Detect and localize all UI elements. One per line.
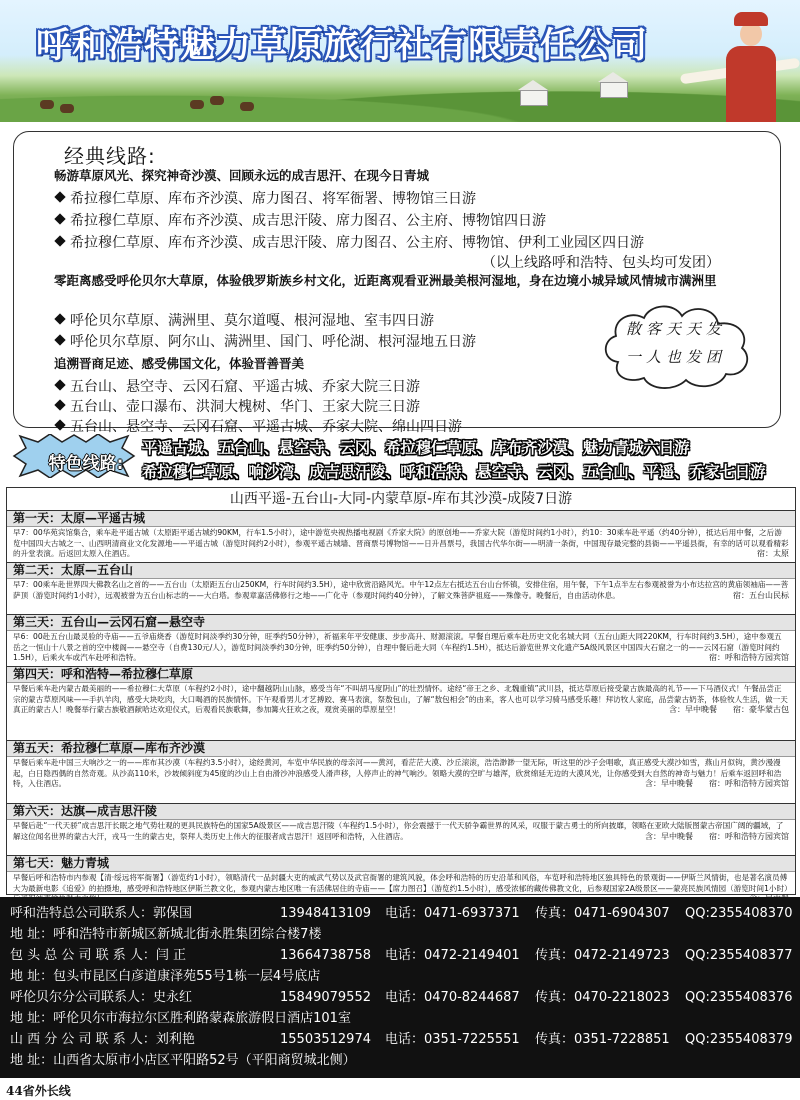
- diamond-bullet-icon: [54, 191, 65, 202]
- itinerary-day: [7, 563, 795, 615]
- contact-fax: 传真：0472-2149723: [535, 948, 670, 963]
- day-heading: 第六天：达旗—成吉思汗陵: [7, 804, 795, 820]
- day-heading: 第五天：希拉穆仁草原—库布齐沙漠: [7, 741, 795, 757]
- horse-icon: [60, 104, 74, 113]
- route-item: 五台山、悬空寺、云冈石窟、平遥古城、乔家大院、绵山四日游: [54, 416, 462, 436]
- day-description: 早餐后赴“一代天骄”成吉思汗长眠之地气势壮观的更具民族特色的国家5A级景区——成吉思汗陵（车程约1.5小时），你会震撼于一代天骄争霸世界的风采，叹服于蒙古勇士的所向披靡，领略在亚欧大陆版图蒙古帝国广阔的疆域，了解这位闻名世界的蒙古大汗，戎马一生的蒙古史，祭拜人类历史上伟大的征服者成吉思汗！返回呼和浩特，入住酒店。 含：早中晚餐 宿：呼和浩特方园宾馆: [13, 821, 789, 841]
- diamond-bullet-icon: [54, 213, 65, 224]
- contact-row: [10, 903, 800, 924]
- contact-phone: 电话：0351-7225551: [385, 1032, 520, 1047]
- contact-row: [10, 945, 800, 966]
- featured-routes: [0, 428, 800, 486]
- day-heading: 第一天：太原—平遥古城: [7, 511, 795, 527]
- diamond-bullet-icon: [54, 313, 65, 324]
- featured-badge: [12, 434, 136, 478]
- route-item: 呼伦贝尔草原、满洲里、莫尔道嘎、根河湿地、室韦四日游: [54, 310, 434, 330]
- diamond-bullet-icon: [54, 399, 65, 410]
- route-item: 希拉穆仁草原、库布齐沙漠、成吉思汗陵、席力图召、公主府、博物馆四日游: [54, 210, 546, 230]
- contact-row: [10, 1029, 800, 1050]
- day-description: 早6：00赴五台山最灵验的寺庙——五爷庙烧香（游览时间淡季约30分钟，旺季约50分钟），祈福来年平安健康、步步高升、财源滚滚。早餐自理后乘车赴历史文化名城大同（五台山距大同220KM，行车时间约3.5H），途中参观五岳之一恒山十八景之首的空中楼阁——悬空寺（自费130元/人），游览时间淡季约30分钟，旺季约50分钟），自理中餐后赴大同（车程约1.5H），抵达后游览世界文化遗产5A级风景区中国四大石窟之一的——云冈石窟（游览时间约1.5H），后乘火车或汽车赴呼和浩特。 宿：呼和浩特方园宾馆: [13, 632, 789, 663]
- yurt-icon: [600, 72, 628, 98]
- contact-address: 地 址：呼伦贝尔市海拉尔区胜利路蒙森旅游假日酒店101室: [10, 1011, 351, 1026]
- day-heading: 第四天：呼和浩特—希拉穆仁草原: [7, 667, 795, 683]
- contact-address: 地 址：呼和浩特市新城区新城北街永胜集团综合楼7楼: [10, 927, 322, 942]
- company-title: 呼和浩特魅力草原旅行社有限责任公司: [36, 26, 649, 66]
- itinerary-day: [7, 804, 795, 856]
- day-description: 早7：00华苑宾馆集合，乘车赴平遥古城（太原距平遥古城约90KM，行车1.5小时），途中游览央视热播电视剧《乔家大院》的原创地——乔家大院（游览时间约1小时），约10：30乘车赴平遥（约40分钟），抵达后用中餐，之后游览中国四大古城之一、山西明清商业文化发源地——平遥古城（游览时间约2小时），参观平遥古城墙、晋商票号博物馆——日升昌票号，我国古代华尔街——明清一条街，中国现存最完整的县衙——平遥县衙，有幸的话可以观看精彩的升堂表演。后返回太原入住酒店。 宿：太原: [13, 528, 789, 559]
- route-group-intro: 追溯晋商足迹、感受佛国文化，体验晋善晋美: [54, 356, 305, 371]
- contact-qq: QQ:2355408376: [685, 990, 793, 1005]
- route-item: 呼伦贝尔草原、阿尔山、满洲里、国门、呼伦湖、根河湿地五日游: [54, 331, 476, 351]
- day-stay: 宿：呼和浩特方园宾馆: [709, 653, 789, 663]
- itinerary-day: [7, 511, 795, 563]
- day-stay: 含：早中晚餐 宿：呼和浩特方园宾馆: [645, 831, 789, 841]
- contact-qq: QQ:2355408370: [685, 906, 793, 921]
- horse-icon: [210, 96, 224, 105]
- mongolian-woman-illustration: [720, 10, 782, 122]
- contact-person: 呼和浩特总公司联系人：郭保国: [10, 906, 193, 921]
- itinerary-day: [7, 615, 795, 667]
- contact-phone: 电话：0470-8244687: [385, 990, 520, 1005]
- contact-fax: 传真：0471-6904307: [535, 906, 670, 921]
- day-description: 早餐后呼和浩特市内参观【清·绥远将军衙署】（游览约1小时），领略清代一品封疆大吏的威武气势以及武官衙署的建筑风貌，体会呼和浩特的历史沿革和风俗，车览呼和浩特地区独具特色的景观街——伊斯兰风情街，也是著名演员傅大为最新电影《追爱》的拍摄地，感受呼和浩特地区伊斯兰教文化，参观内蒙古地区唯一有活佛居住的寺庙——【席力图召】（游览约1.5小时），感受浓郁的藏传佛教文化，后参观国家2A级景区——蒙亮民族风情园（游览时间1小时）: [7, 872, 795, 918]
- route-item: 五台山、壶口瀑布、洪洞大槐树、华门、王家大院三日游: [54, 396, 420, 416]
- featured-line: 希拉穆仁草原、响沙湾、成吉思汗陵、呼和浩特、悬空寺、云冈、五台山、平遥、乔家七日游: [142, 463, 766, 481]
- contact-address: 地 址：山西省太原市小店区平阳路52号（平阳商贸城北侧）: [10, 1053, 356, 1068]
- header-banner: [0, 0, 800, 122]
- diamond-bullet-icon: [54, 334, 65, 345]
- contact-fax: 传真：0470-2218023: [535, 990, 670, 1005]
- cloud-badge: [598, 300, 754, 390]
- contact-mobile: 13948413109: [280, 906, 371, 921]
- day-stay: 含：早中晚餐 宿：豪华蒙古包: [669, 705, 789, 715]
- horse-icon: [190, 100, 204, 109]
- route-item: 希拉穆仁草原、库布齐沙漠、成吉思汗陵、席力图召、公主府、博物馆、伊利工业园区四日游: [54, 232, 644, 252]
- contact-mobile: 15503512974: [280, 1032, 371, 1047]
- contact-row: [10, 987, 800, 1008]
- route-item: 希拉穆仁草原、库布齐沙漠、席力图召、将军衙署、博物馆三日游: [54, 188, 476, 208]
- featured-line: 平遥古城、五台山、悬空寺、云冈、希拉穆仁草原、库布齐沙漠、魅力青城六日游: [142, 439, 690, 457]
- cloud-text-line: 散客天天发: [625, 320, 726, 338]
- cloud-text-line: 一人也发团: [625, 348, 726, 366]
- day-heading: 第二天：太原—五台山: [7, 563, 795, 579]
- contact-fax: 传真：0351-7228851: [535, 1032, 670, 1047]
- route-group-intro: 零距离感受呼伦贝尔大草原，体验俄罗斯族乡村文化，近距离观看亚洲最美根河湿地，身在边境小城异域风情城市满洲里: [54, 273, 717, 288]
- day-description: 早餐后乘车赴中国三大响沙之一的——库布其沙漠（车程约3.5小时），途经黄河，车览中华民族的母亲河——黄河，看茫茫大漠、沙丘滚滚，浩浩渺渺一望无际，听这里的沙子会唱歌，真正感受大漠沙如雪，燕山月似钩，黄沙漫漫起，白日隐西偶的自然奇观。从沙高110米，沙坡倾斜度为45度的沙山上自由滑沙冲浪感受人滑声移，人停声止的神气响沙。领略大漠的空旷与雄浑，欣赏绵延无边的大漠风光，让你感受到大自然的神奇与魅力！后乘车返回呼和浩特，入住酒店。 含：早中晚餐 宿：呼和浩特方园宾馆: [13, 758, 789, 789]
- horse-icon: [240, 102, 254, 111]
- featured-label: 特色线路:: [48, 454, 124, 474]
- itinerary-day: [7, 667, 795, 741]
- contact-qq: QQ:2355408377: [685, 948, 793, 963]
- day-description: 早7：00乘车赴世界四大佛教名山之首的——五台山（太原距五台山250KM，行车时间约3.5H），途中欣赏沿路风光。中午12点左右抵达五台山台怀镇，安排住宿，用午餐，下午1点半左右参观被誉为小布达拉宫的黄庙领袖庙——菩萨顶（游览时间约1小时），远观被誉为五台山标志的——大白塔。参观章嘉活佛修行之地——广化寺（参观时间约40分钟），了解文殊菩萨祖庭——殊像寺。晚餐后，自由活动休息。 宿：五台山民标: [13, 580, 789, 600]
- day-stay: 宿：太原: [757, 549, 789, 559]
- day-heading: 第七天：魅力青城: [7, 856, 795, 872]
- contact-person: 呼伦贝尔分公司联系人：史永红: [10, 990, 193, 1005]
- itinerary-table: [6, 487, 796, 895]
- diamond-bullet-icon: [54, 379, 65, 390]
- day-heading: 第三天：五台山—云冈石窟—悬空寺: [7, 615, 795, 631]
- day-stay: 含：早中晚餐 宿：呼和浩特方园宾馆: [645, 779, 789, 789]
- contact-person: 包 头 总 公 司 联 系 人：闫 正: [10, 948, 187, 963]
- contact-mobile: 15849079552: [280, 990, 371, 1005]
- diamond-bullet-icon: [54, 235, 65, 246]
- cloud-icon: [598, 300, 754, 390]
- horse-icon: [40, 100, 54, 109]
- page-footer-label: 44省外长线: [6, 1084, 71, 1098]
- itinerary-title: 山西平遥-五台山-大同-内蒙草原-库布其沙漠-成陵7日游: [7, 488, 795, 511]
- classic-routes-title: 经典线路:: [64, 144, 156, 168]
- contact-person: 山 西 分 公 司 联 系 人：刘利艳: [10, 1032, 195, 1047]
- contact-phone: 电话：0472-2149401: [385, 948, 520, 963]
- route-group-intro: 畅游草原风光、探究神奇沙漠、回顾永远的成吉思汗、在现今日青城: [54, 168, 430, 183]
- yurt-icon: [520, 80, 548, 106]
- contact-address: 地 址：包头市昆区白彦道康泽苑55号1栋一层4号底店: [10, 969, 321, 984]
- contact-phone: 电话：0471-6937371: [385, 906, 520, 921]
- contacts-panel: [0, 897, 800, 1078]
- itinerary-day: [7, 741, 795, 804]
- day-stay: 宿：五台山民标: [733, 590, 789, 600]
- contact-mobile: 13664738758: [280, 948, 371, 963]
- day-description: 早餐后乘车赴内蒙古最美丽的——希拉穆仁大草原（车程约2小时），途中翻越阴山山脉，感受当年“不叫胡马度阴山”的壮烈情怀。途经“帝王之乡、北魏重镇”武川县，抵达草原后接受蒙古族最高的礼节——下马酒仪式！午餐品尝正宗的蒙古草原风味——手扒羊肉，感受大块吃肉，大口喝酒的民族情怀。下午观看男儿才艺搏跤、赛马表演，祭敖包山，了解“敖包相会”的由来，客人也可以学习骑马感受乐趣！拜访牧人家庭，品尝蒙古奶茶，体验牧人生活，做一天真正的蒙古人！晚餐举行蒙古族敬酒献哈达欢迎仪式，后观看民族歌舞，参加篝火狂欢之夜，观赏美丽的草原星空！ 含：早中晚餐 宿：豪华蒙古包: [13, 684, 789, 715]
- route-note: （以上线路呼和浩特、包头均可发团）: [482, 255, 720, 271]
- route-item: 五台山、悬空寺、云冈石窟、平遥古城、乔家大院三日游: [54, 376, 420, 396]
- contact-qq: QQ:2355408379: [685, 1032, 793, 1047]
